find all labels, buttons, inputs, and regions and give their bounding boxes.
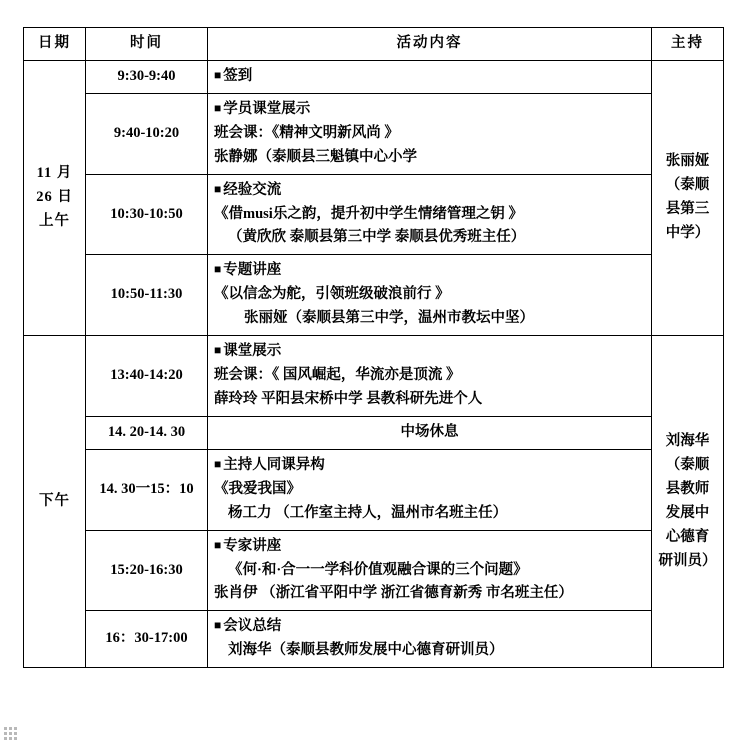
- session-date-afternoon: [24, 336, 86, 668]
- table-row: [24, 336, 724, 417]
- row-content: [208, 336, 652, 417]
- table-row: [24, 93, 724, 174]
- host-line: 刘海华: [665, 432, 710, 449]
- date-line: 26 日: [36, 189, 73, 206]
- content-line: ■ 经验交流: [214, 179, 645, 203]
- content-line: ■ 签到: [214, 65, 645, 89]
- row-time: 14. 20-14. 30: [86, 416, 208, 449]
- host-line: （泰顺: [665, 177, 710, 194]
- host-line: 县第三: [665, 201, 710, 218]
- content-line: 班会课：《 国风崛起，华流亦是顶流 》: [214, 367, 461, 384]
- content-line: 《以信念为舵，引领班级破浪前行 》: [214, 286, 450, 303]
- host-line: 中学）: [665, 224, 710, 241]
- content-line: 《我爱我国》: [214, 480, 301, 497]
- row-time: 14. 30一15：10: [86, 449, 208, 530]
- content-line: 张丽娅（泰顺县第三中学，温州市教坛中坚）: [244, 310, 534, 327]
- content-line: 张静娜（泰顺县三魁镇中心小学: [214, 148, 417, 165]
- content-line: ■ 课堂展示: [214, 340, 645, 364]
- session-host-afternoon: [652, 336, 724, 668]
- content-line: ■ 会议总结: [214, 615, 645, 639]
- activity-schedule-table: [23, 27, 724, 668]
- content-line: 杨工力 （工作室主持人，温州市名班主任）: [228, 504, 508, 521]
- host-line: 心德育: [665, 528, 710, 545]
- session-host-morning: [652, 60, 724, 335]
- row-time: 16：30-17:00: [86, 611, 208, 668]
- header-time: 时间: [86, 28, 208, 61]
- content-line: 《何·和·合一一学科价值观融合课的三个问题》: [228, 561, 528, 578]
- row-content: [208, 255, 652, 336]
- row-content: 中场休息: [208, 416, 652, 449]
- host-line: 县教师: [665, 480, 710, 497]
- row-content: [208, 530, 652, 611]
- table-row: [24, 530, 724, 611]
- table-row: [24, 255, 724, 336]
- content-line: ■ 学员课堂展示: [214, 98, 645, 122]
- date-line: 上午: [39, 212, 70, 229]
- header-host: 主持: [652, 28, 724, 61]
- content-line: ■ 专家讲座: [214, 535, 645, 559]
- content-line: （黄欣欣 泰顺县第三中学 泰顺县优秀班主任）: [228, 229, 526, 246]
- host-line: （泰顺: [665, 456, 710, 473]
- session-date-morning: [24, 60, 86, 335]
- row-time: 9:30-9:40: [86, 60, 208, 93]
- table-row: [24, 416, 724, 449]
- row-time: 13:40-14:20: [86, 336, 208, 417]
- table-row: [24, 449, 724, 530]
- content-line: 薛玲玲 平阳县宋桥中学 县教科研先进个人: [214, 390, 483, 407]
- row-content: [208, 449, 652, 530]
- host-line: 张丽娅: [665, 153, 710, 170]
- content-line: 《借musi乐之韵，提升初中学生情绪管理之钥 》: [214, 205, 523, 222]
- row-content: [208, 174, 652, 255]
- content-line: ■ 专题讲座: [214, 259, 645, 283]
- resize-grip-dots-icon: [4, 727, 20, 741]
- row-time: 10:50-11:30: [86, 255, 208, 336]
- table-row: [24, 174, 724, 255]
- content-line: 班会课：《精神文明新风尚 》: [214, 124, 399, 141]
- header-content: 活动内容: [208, 28, 652, 61]
- date-line: 11 月: [36, 165, 73, 182]
- header-date: 日期: [24, 28, 86, 61]
- row-content: [208, 60, 652, 93]
- row-content: [208, 93, 652, 174]
- table-row: [24, 611, 724, 668]
- table-header-row: [24, 28, 724, 61]
- host-line: 研训员）: [658, 552, 717, 569]
- content-line: 刘海华（泰顺县教师发展中心德育研训员）: [228, 642, 504, 659]
- row-time: 9:40-10:20: [86, 93, 208, 174]
- table-row: [24, 60, 724, 93]
- content-line: 张肖伊 （浙江省平阳中学 浙江省德育新秀 市名班主任）: [214, 585, 573, 602]
- row-time: 15:20-16:30: [86, 530, 208, 611]
- row-time: 10:30-10:50: [86, 174, 208, 255]
- host-line: 发展中: [665, 504, 710, 521]
- row-content: [208, 611, 652, 668]
- content-line: ■ 主持人同课异构: [214, 454, 645, 478]
- date-line: 下午: [39, 492, 70, 509]
